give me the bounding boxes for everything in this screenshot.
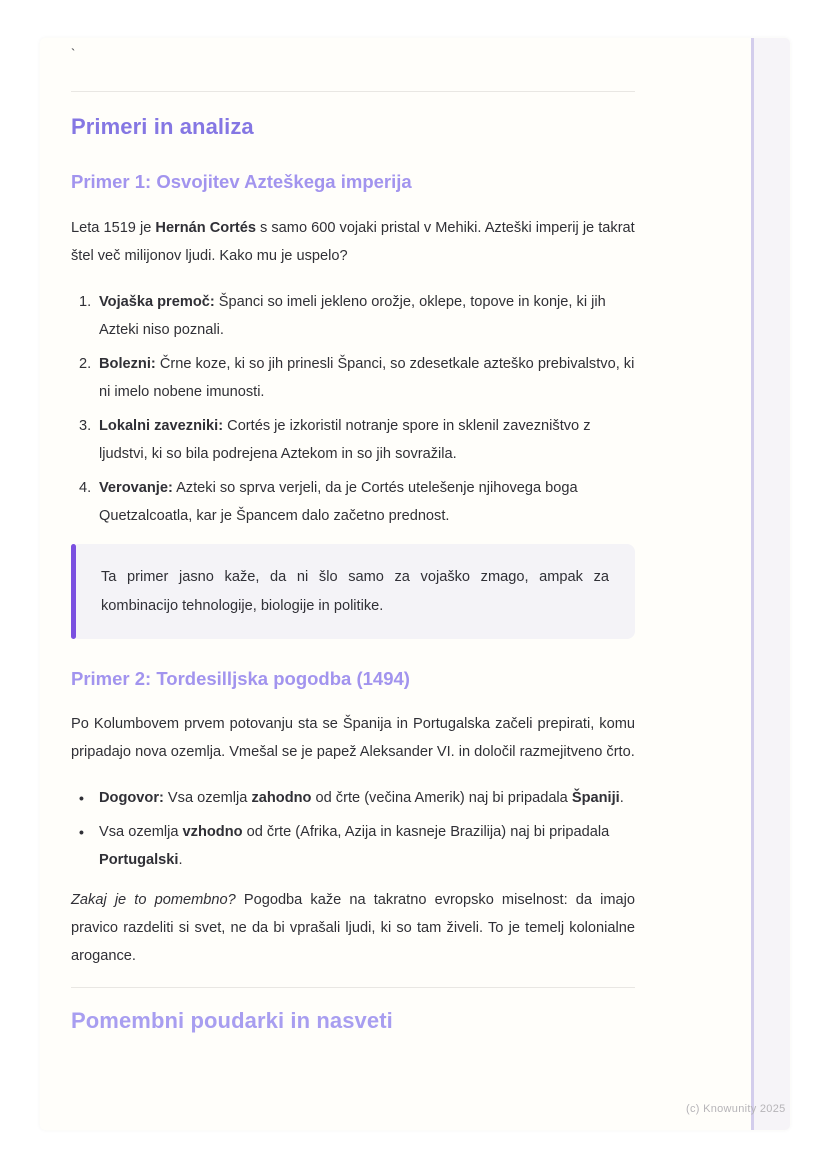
list-item	[71, 474, 635, 530]
list-item-text: Bolezni: Črne koze, ki so jih prinesli Španci, so zdesetkale azteško prebivalstvo, ki ni imelo nobene imunosti.	[99, 356, 635, 400]
subsection-heading-primer1: Primer 1: Osvojitev Azteškega imperija	[71, 171, 412, 192]
document-content	[71, 38, 635, 1036]
callout-text: Ta primer jasno kaže, da ni šlo samo za vojaško zmago, ampak za kombinacijo tehnologije, biologije in politike.	[101, 569, 609, 614]
list-marker: 3.	[79, 418, 92, 434]
page-edge-strip	[751, 38, 790, 1130]
stray-character: `	[71, 46, 76, 61]
list-item	[71, 818, 635, 874]
list-marker: 4.	[79, 480, 92, 496]
list-item-text: Lokalni zavezniki: Cortés je izkoristil notranje spore in sklenil zavezništvo z ljudstvi, ki so bila podrejena Aztekom in so jih sovražila.	[99, 418, 591, 462]
list-marker: 2.	[79, 356, 92, 372]
bullet-marker: •	[79, 824, 84, 840]
list-item	[71, 412, 635, 468]
list-item	[71, 784, 635, 812]
subsection-heading-primer2: Primer 2: Tordesilljska pogodba (1494)	[71, 668, 410, 689]
list-item-text: Dogovor: Vsa ozemlja zahodno od črte (večina Amerik) naj bi pripadala Španiji.	[99, 790, 624, 806]
bullet-marker: •	[79, 790, 84, 806]
list-item-text: Vsa ozemlja vzhodno od črte (Afrika, Azija in kasneje Brazilija) naj bi pripadala Portugalski.	[99, 824, 610, 868]
list-marker: 1.	[79, 294, 92, 310]
section-heading-highlights: Pomembni poudarki in nasveti	[71, 1008, 393, 1033]
callout-quote	[71, 544, 635, 639]
section-divider-top	[71, 91, 635, 92]
bullet-list-primer2	[71, 784, 635, 874]
list-item	[71, 350, 635, 406]
numbered-list-primer1	[71, 288, 635, 530]
list-item	[71, 288, 635, 344]
section-divider-bottom	[71, 987, 635, 988]
document-page	[40, 38, 790, 1130]
copyright-watermark: (c) Knowunity 2025	[686, 1103, 786, 1115]
list-item-text: Vojaška premoč: Španci so imeli jekleno orožje, oklepe, topove in konje, ki jih Azteki niso poznali.	[99, 294, 606, 338]
paragraph-primer1-intro: Leta 1519 je Hernán Cortés s samo 600 vojaki pristal v Mehiki. Azteški imperij je takrat štel več milijonov ljudi. Kako mu je uspelo?	[71, 220, 635, 264]
section-heading-examples: Primeri in analiza	[71, 114, 254, 139]
list-item-text: Verovanje: Azteki so sprva verjeli, da je Cortés utelešenje njihovega boga Quetzalcoatla, kar je Špancem dalo začetno prednost.	[99, 480, 578, 524]
callout-accent-bar	[71, 544, 76, 639]
paragraph-primer2-intro: Po Kolumbovem prvem potovanju sta se Španija in Portugalska začeli prepirati, komu pripadajo nova ozemlja. Vmešal se je papež Aleksander VI. in določil razmejitveno črto.	[71, 716, 635, 760]
paragraph-primer2-note: Zakaj je to pomembno? Pogodba kaže na takratno evropsko miselnost: da imajo pravico razdeliti si svet, ne da bi vprašali ljudi, ki so tam živeli. To je temelj kolonialne arogance.	[71, 892, 635, 964]
